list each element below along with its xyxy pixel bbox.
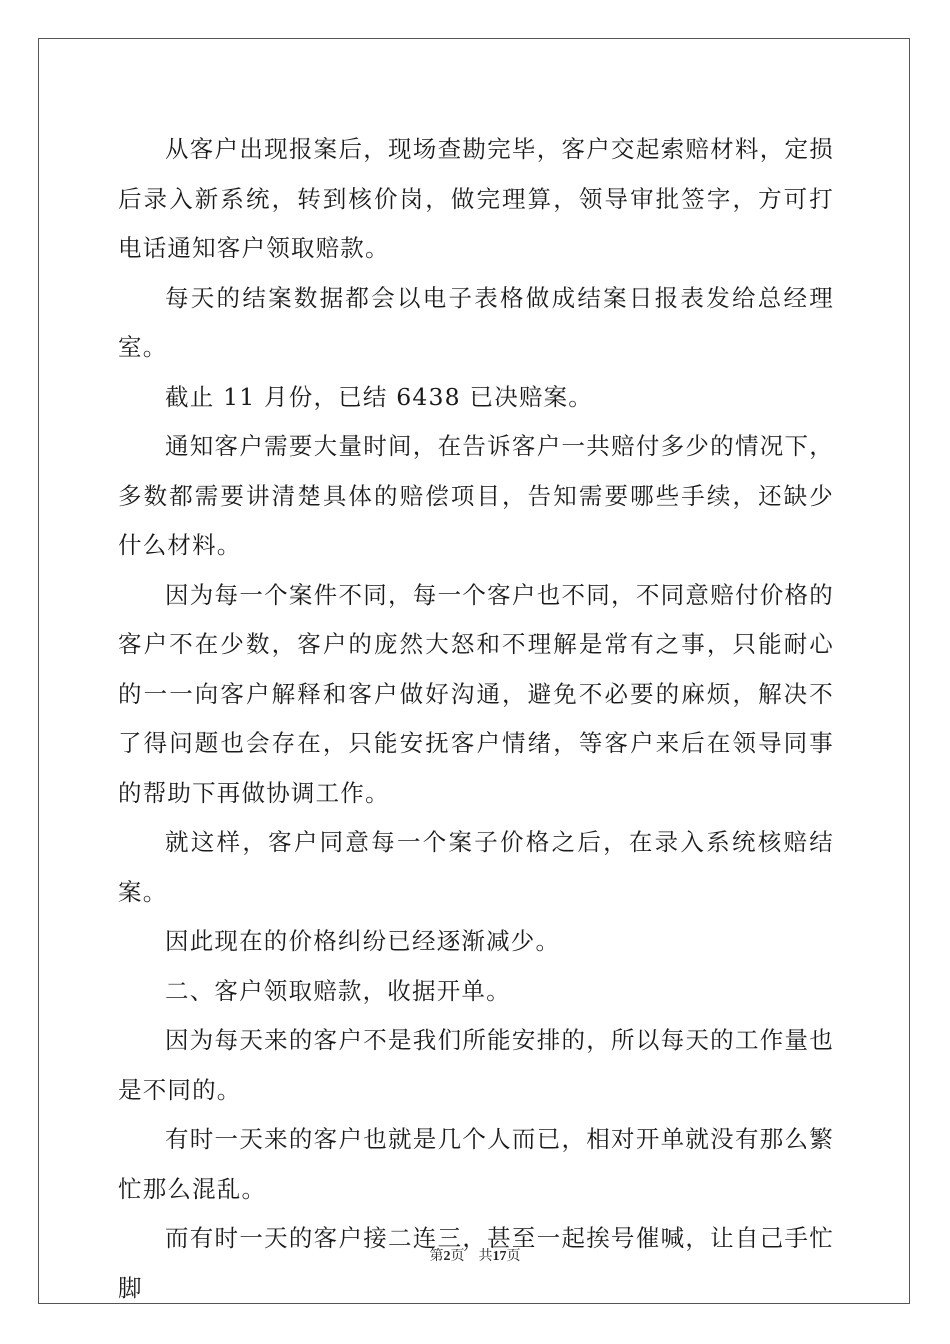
total-prefix: 共 [478,1249,493,1264]
paragraph-3: 截止 11 月份，已结 6438 已决赔案。 [165,382,593,411]
paragraph-1: 从客户出现报案后，现场查勘完毕，客户交起索赔材料，定损后录入新系统，转到核价岗，做完理算，领导审批签字，方可打电话通知客户领取赔款。 [118,135,834,262]
paragraph-5: 因为每一个案件不同，每一个客户也不同，不同意赔付价格的客户不在少数，客户的庞然大怒和不理解是常有之事，只能耐心的一一向客户解释和客户做好沟通，避免不必要的麻烦，解决不了得问题也会存在，只能安抚客户情绪，等客户来后在领导同事的帮助下再做协调工作。 [118,580,834,807]
page-number: 2 [443,1249,451,1264]
paragraph-8: 二、客户领取赔款，收据开单。 [165,976,511,1005]
paragraph-4: 通知客户需要大量时间，在告诉客户一共赔付多少的情况下，多数都需要讲清楚具体的赔偿项目，告知需要哪些手续，还缺少什么材料。 [118,432,834,559]
paragraph-6: 就这样，客户同意每一个案子价格之后，在录入系统核赔结案。 [118,828,834,906]
paragraph-11: 而有时一天的客户接二连三，甚至一起挨号催喊，让自己手忙脚 [118,1224,834,1302]
paragraph-10: 有时一天来的客户也就是几个人而已，相对开单就没有那么繁忙那么混乱。 [118,1125,834,1203]
paragraph-2: 每天的结案数据都会以电子表格做成结案日报表发给总经理室。 [118,283,834,361]
paragraph-7: 因此现在的价格纠纷已经逐渐减少。 [165,927,561,955]
total-suffix: 页 [506,1249,521,1264]
document-body [118,125,834,1313]
page-prefix: 第 [429,1249,444,1264]
total-pages: 17 [492,1249,507,1264]
paragraph-9: 因为每天来的客户不是我们所能安排的，所以每天的工作量也是不同的。 [118,1026,834,1104]
page-footer [0,1245,950,1265]
page-suffix: 页 [450,1249,465,1264]
